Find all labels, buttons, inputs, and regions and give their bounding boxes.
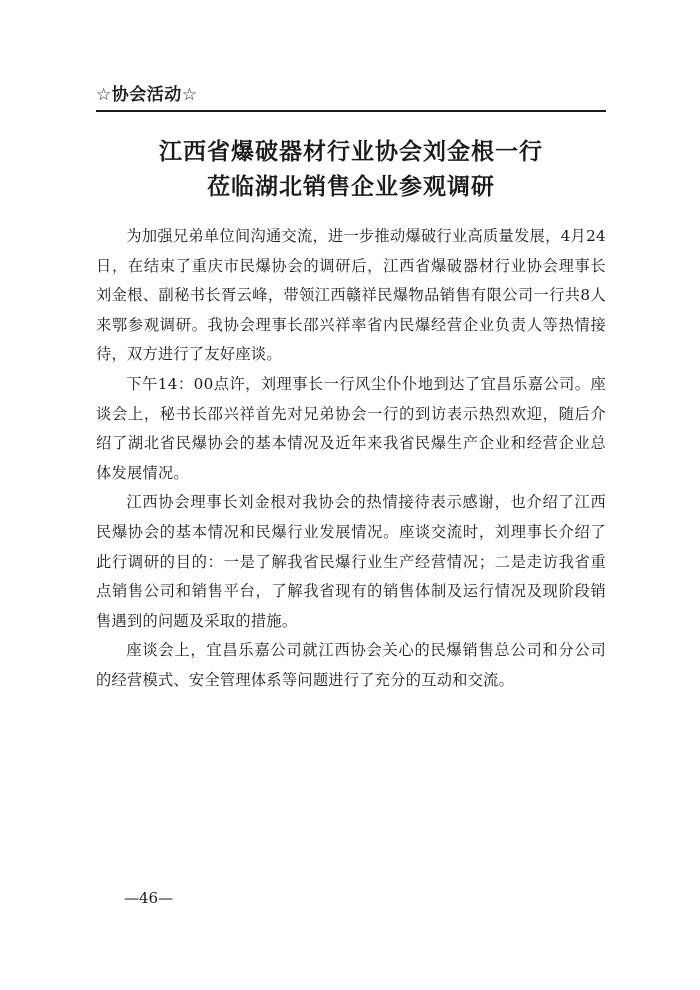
paragraph-2: 下午14：00点许，刘理事长一行风尘仆仆地到达了宜昌乐嘉公司。座谈会上，秘书长邵兴祥首先对兄弟协会一行的到访表示热烈欢迎，随后介绍了湖北省民爆协会的基本情况及近年来我省民爆生产企业和经营企业总体发展情况。 — [96, 374, 606, 482]
page-number: —46— — [124, 889, 174, 907]
paragraph-1: 为加强兄弟单位间沟通交流，进一步推动爆破行业高质量发展，4月24日，在结束了重庆市民爆协会的调研后，江西省爆破器材行业协会理事长刘金根、副秘书长胥云峰，带领江西赣祥民爆物品销售有限公司一行共8人来鄂参观调研。我协会理事长邵兴祥率省内民爆经营企业负责人等热情接待，双方进行了友好座谈。 — [96, 227, 606, 364]
article-body — [96, 222, 606, 696]
title-line-2: 莅临湖北销售企业参观调研 — [207, 173, 495, 200]
article-title — [96, 134, 606, 204]
paragraph-3: 江西协会理事长刘金根对我协会的热情接待表示感谢，也介绍了江西民爆协会的基本情况和民爆行业发展情况。座谈交流时，刘理事长介绍了此行调研的目的：一是了解我省民爆行业生产经营情况；二是走访我省重点销售公司和销售平台，了解我省现有的销售体制及运行情况及现阶段销售遇到的问题及采取的措施。 — [96, 493, 606, 630]
section-header — [96, 84, 606, 112]
section-label: ☆协会活动☆ — [96, 85, 198, 105]
title-line-1: 江西省爆破器材行业协会刘金根一行 — [159, 138, 543, 165]
paragraph-4: 座谈会上，宜昌乐嘉公司就江西协会关心的民爆销售总公司和分公司的经营模式、安全管理体系等问题进行了充分的互动和交流。 — [96, 641, 606, 689]
